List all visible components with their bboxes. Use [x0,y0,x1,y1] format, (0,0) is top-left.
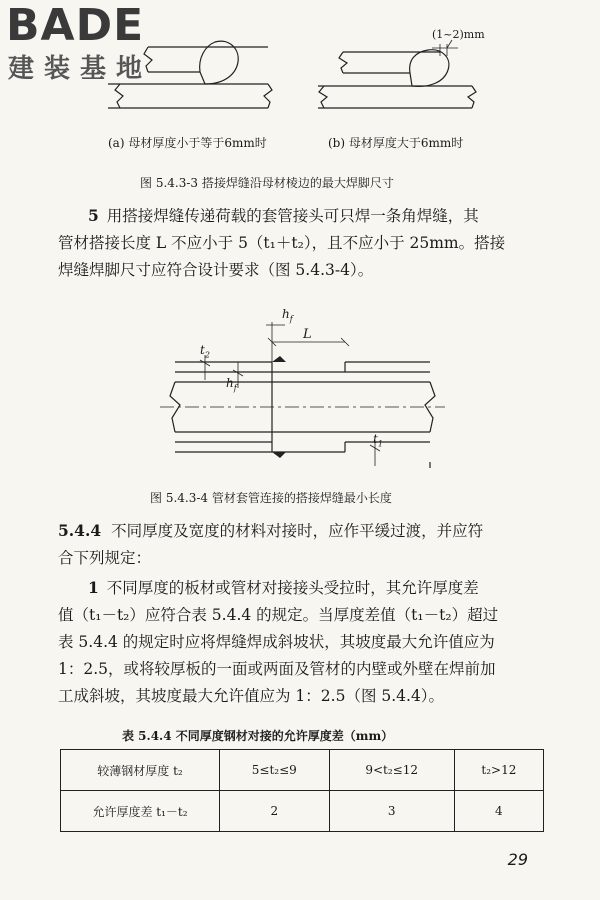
text-line: 1：2.5，或将较厚板的一面或两面及管材的内壁或外壁在焊前加 [58,660,496,678]
thickness-table [60,749,544,832]
table-cell: 2 [220,791,330,832]
text-line: 管材搭接长度 L 不应小于 5（t₁＋t₂），且不应小于 25mm。搭接 [58,234,506,252]
text-line: 值（t₁－t₂）应符合表 5.4.4 的规定。当厚度差值（t₁－t₂）超过 [58,606,499,624]
page-number: 29 [507,850,528,869]
figure-caption-543-3: 图 5.4.3-3 搭接焊缝沿母材棱边的最大焊脚尺寸 [140,176,394,190]
label-t1: $t_1$ [373,432,383,449]
text-line: 合下列规定： [58,549,152,567]
table-row [61,791,544,832]
table-cell: 9<t₂≤12 [329,750,454,791]
figure-label-b: (b) 母材厚度大于6mm时 [328,136,464,150]
label-L: L [303,327,312,342]
table-cell: 较薄钢材厚度 t₂ [61,750,220,791]
text-line: 不同厚度及宽度的材料对接时，应作平缓过渡，并应符 [111,522,484,540]
section-number: 5.4.4 [58,521,102,540]
figure-label-a: (a) 母材厚度小于等于6mm时 [108,136,267,150]
table-cell: 5≤t₂≤9 [220,750,330,791]
text-line: 焊缝焊脚尺寸应符合设计要求（图 5.4.3-4）。 [58,261,374,279]
text-line: 表 5.4.4 的规定时应将焊缝焊成斜坡状，其坡度最大允许值应为 [58,633,495,651]
table-cell: 4 [454,791,543,832]
label-t2: $t_2$ [200,343,210,360]
dimension-note: (1~2)mm [432,28,485,41]
table-cell: 允许厚度差 t₁－t₂ [61,791,220,832]
table-title: 表 5.4.4 不同厚度钢材对接的允许厚度差（mm） [122,729,394,743]
item-number: 5 [88,206,99,225]
section-5-4-4 [58,517,546,572]
label-hf-mid: $h_f$ [226,376,237,393]
paragraph-1 [58,574,546,710]
logo-subtitle: 建装基地 [8,54,153,84]
table-row [61,750,544,791]
label-hf-top: $h_f$ [282,307,293,324]
table-cell: 3 [329,791,454,832]
logo-text: BADE [6,0,145,51]
item-number: 1 [88,578,99,597]
text-line: 用搭接焊缝传递荷载的套管接头可只焊一条角焊缝，其 [106,207,479,225]
text-line: 不同厚度的板材或管材对接接头受拉时，其允许厚度差 [106,579,479,597]
table-cell: t₂>12 [454,750,543,791]
text-line: 工成斜坡，其坡度最大允许值应为 1：2.5（图 5.4.4）。 [58,687,445,705]
figure-caption-543-4: 图 5.4.3-4 管材套管连接的搭接焊缝最小长度 [150,491,392,505]
